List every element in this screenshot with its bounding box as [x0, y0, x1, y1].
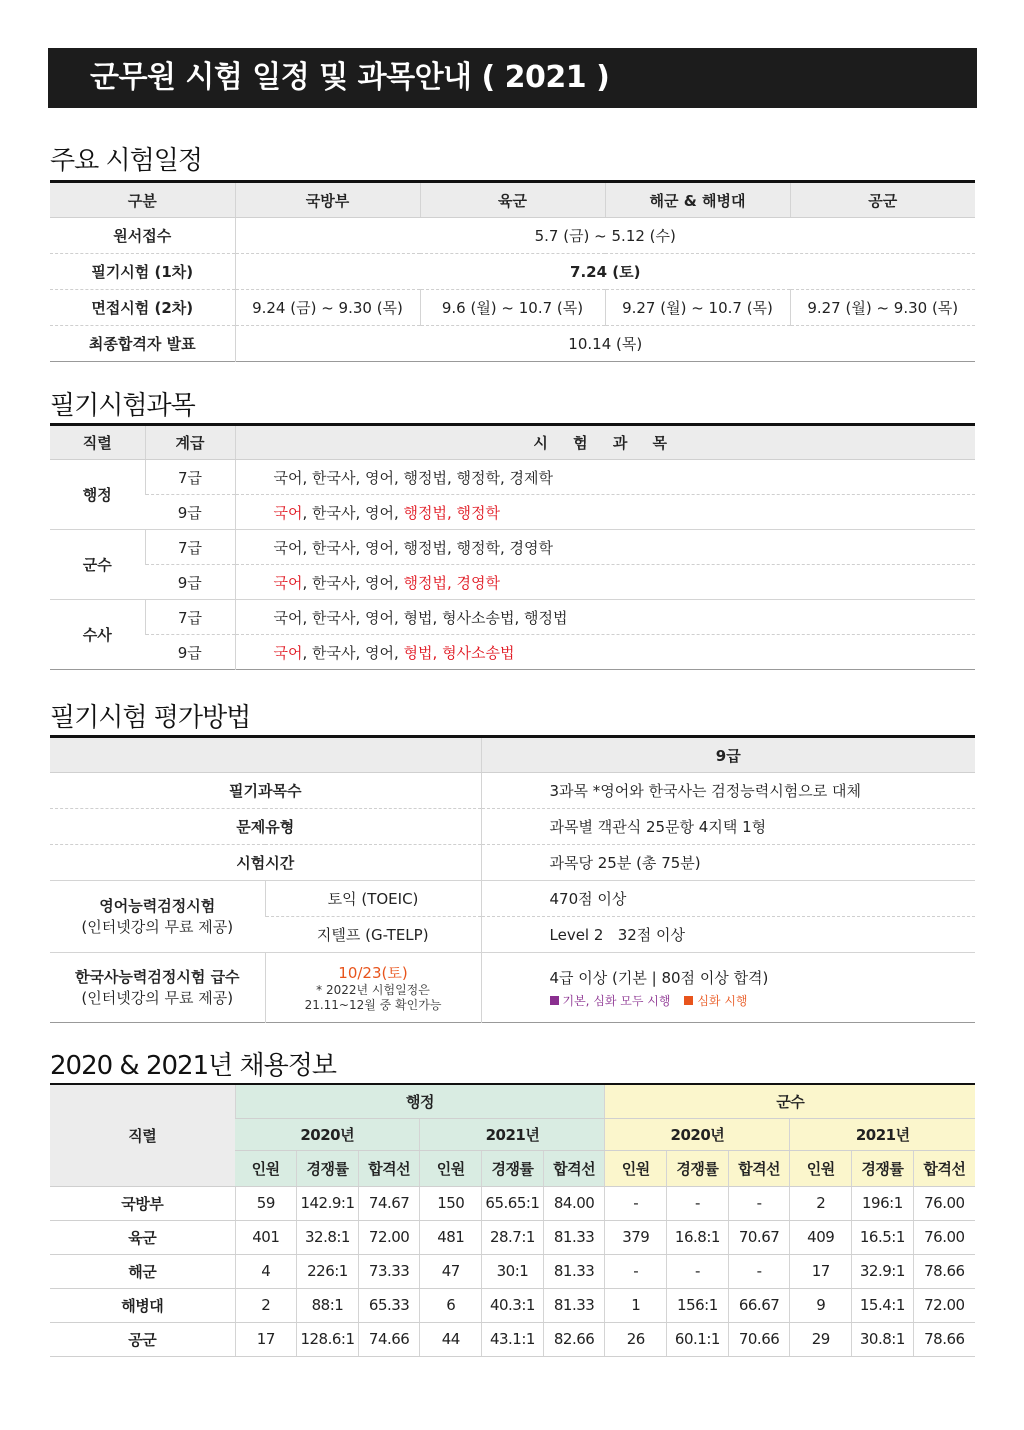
- table-cell: 82.66: [543, 1322, 605, 1356]
- square-icon: [550, 996, 559, 1005]
- table-cell: 1: [605, 1288, 667, 1322]
- track-name: 군수: [50, 530, 145, 600]
- eval-label: 필기과목수: [50, 773, 481, 809]
- table-cell: 142.9:1: [297, 1186, 359, 1220]
- table-cell: 481: [420, 1220, 482, 1254]
- column-header: 합격선: [358, 1150, 420, 1186]
- table-cell: 32.9:1: [852, 1254, 914, 1288]
- year-header: 2020년: [235, 1118, 420, 1150]
- schedule-value: 9.24 (금) ~ 9.30 (목): [235, 290, 420, 326]
- history-date: 10/23(토): [338, 964, 408, 982]
- table-cell: -: [728, 1186, 790, 1220]
- column-header: 인원: [235, 1150, 297, 1186]
- eval-label: 시험시간: [50, 845, 481, 881]
- table-cell: 2: [790, 1186, 852, 1220]
- table-row: [50, 1186, 975, 1220]
- table-cell: 76.00: [913, 1220, 975, 1254]
- table-cell: 4: [235, 1254, 297, 1288]
- table-cell: 73.33: [358, 1254, 420, 1288]
- table-row: [50, 1288, 975, 1322]
- branch-name: 육군: [50, 1220, 235, 1254]
- table-cell: 66.67: [728, 1288, 790, 1322]
- subject-list: 국어, 한국사, 영어, 행정법, 행정학, 경영학: [235, 530, 975, 565]
- recruit-heading: 2020 & 2021년 채용정보: [50, 1051, 336, 1081]
- table-cell: 156:1: [667, 1288, 729, 1322]
- table-row: [50, 1254, 975, 1288]
- eval-value: 3과목 *영어와 한국사는 검정능력시험으로 대체: [481, 773, 975, 809]
- evaluation-header: 9급: [481, 737, 975, 773]
- table-cell: 16.8:1: [667, 1220, 729, 1254]
- table-cell: 44: [420, 1322, 482, 1356]
- grade: 7급: [145, 600, 235, 635]
- english-test-label: 영어능력검정시험 (인터넷강의 무료 제공): [50, 881, 265, 953]
- branch-name: 국방부: [50, 1186, 235, 1220]
- schedule-header: 공군: [790, 182, 975, 218]
- evaluation-header-blank: [50, 737, 481, 773]
- column-header: 합격선: [913, 1150, 975, 1186]
- table-cell: 28.7:1: [482, 1220, 544, 1254]
- table-cell: 65.65:1: [482, 1186, 544, 1220]
- schedule-header: 육군: [420, 182, 605, 218]
- legend-both: 기본, 심화 모두 시행: [562, 993, 671, 1008]
- legend: [550, 992, 976, 1009]
- history-note: 21.11~12월 중 확인가능: [304, 998, 442, 1012]
- toeic-name: 토익 (TOEIC): [265, 881, 481, 917]
- table-cell: 29: [790, 1322, 852, 1356]
- column-header: 합격선: [728, 1150, 790, 1186]
- table-cell: 40.3:1: [482, 1288, 544, 1322]
- schedule-row-label: 최종합격자 발표: [88, 335, 196, 353]
- grade: 9급: [177, 643, 202, 662]
- subject-list: 국어, 한국사, 영어, 행정법, 행정학: [235, 495, 975, 530]
- table-cell: 81.33: [543, 1254, 605, 1288]
- year-header: 2021년: [420, 1118, 605, 1150]
- table-cell: -: [605, 1254, 667, 1288]
- table-row: [50, 1322, 975, 1356]
- table-cell: 70.66: [728, 1322, 790, 1356]
- table-cell: -: [728, 1254, 790, 1288]
- table-cell: 128.6:1: [297, 1322, 359, 1356]
- column-header: 경쟁률: [667, 1150, 729, 1186]
- schedule-row-label: 원서접수: [50, 218, 235, 254]
- column-header: 인원: [605, 1150, 667, 1186]
- table-cell: 6: [420, 1288, 482, 1322]
- column-header: 합격선: [543, 1150, 605, 1186]
- track-name: 수사: [82, 626, 112, 644]
- grade: 7급: [145, 460, 235, 495]
- table-cell: 65.33: [358, 1288, 420, 1322]
- subject-list: 국어, 한국사, 영어, 형법, 형사소송법: [235, 635, 975, 670]
- history-date-cell: [265, 953, 481, 1023]
- table-cell: 74.66: [358, 1322, 420, 1356]
- schedule-value: 9.6 (월) ~ 10.7 (목): [420, 290, 605, 326]
- eval-value: 과목별 객관식 25문항 4지택 1형: [481, 809, 975, 845]
- table-cell: 409: [790, 1220, 852, 1254]
- eval-label: 문제유형: [50, 809, 481, 845]
- history-test-label: 한국사능력검정시험 급수 (인터넷강의 무료 제공): [74, 967, 240, 1007]
- table-cell: 32.8:1: [297, 1220, 359, 1254]
- table-cell: 81.33: [543, 1288, 605, 1322]
- table-cell: 59: [235, 1186, 297, 1220]
- table-cell: 17: [235, 1322, 297, 1356]
- branch-name: 해병대: [50, 1288, 235, 1322]
- schedule-header: 해군 & 해병대: [605, 182, 790, 218]
- eval-value: 과목당 25분 (총 75분): [481, 845, 975, 881]
- table-cell: 226:1: [297, 1254, 359, 1288]
- gtelp-name: 지텔프 (G-TELP): [265, 917, 481, 953]
- schedule-header: 국방부: [235, 182, 420, 218]
- table-cell: 76.00: [913, 1186, 975, 1220]
- column-header: 경쟁률: [852, 1150, 914, 1186]
- history-value: 4급 이상 (기본 | 80점 이상 합격): [549, 968, 769, 987]
- table-cell: -: [667, 1186, 729, 1220]
- page-title: 군무원 시험 일정 및 과목안내 ( 2021 ): [48, 48, 977, 108]
- subjects-header: 직렬: [50, 425, 145, 460]
- group-header-logistics: 군수: [605, 1084, 975, 1118]
- subject-list: 국어, 한국사, 영어, 행정법, 경영학: [235, 565, 975, 600]
- group-header-admin: 행정: [235, 1084, 605, 1118]
- schedule-value: 5.7 (금) ~ 5.12 (수): [235, 218, 975, 254]
- table-cell: 379: [605, 1220, 667, 1254]
- table-cell: 15.4:1: [852, 1288, 914, 1322]
- subject-list: 국어, 한국사, 영어, 형법, 형사소송법, 행정법: [235, 600, 975, 635]
- table-cell: 26: [605, 1322, 667, 1356]
- table-cell: 60.1:1: [667, 1322, 729, 1356]
- track-name: 행정: [50, 460, 145, 530]
- table-cell: 30.8:1: [852, 1322, 914, 1356]
- table-cell: 150: [420, 1186, 482, 1220]
- table-cell: 72.00: [358, 1220, 420, 1254]
- history-value-cell: [481, 953, 975, 1023]
- table-cell: 47: [420, 1254, 482, 1288]
- table-cell: 30:1: [482, 1254, 544, 1288]
- evaluation-heading: 필기시험 평가방법: [50, 703, 251, 733]
- column-header: 경쟁률: [297, 1150, 359, 1186]
- schedule-value: 7.24 (토): [235, 254, 975, 290]
- subject-list: 국어, 한국사, 영어, 행정법, 행정학, 경제학: [235, 460, 975, 495]
- table-cell: 72.00: [913, 1288, 975, 1322]
- subjects-header: 계급: [145, 425, 235, 460]
- schedule-header: 구분: [50, 182, 235, 218]
- column-header: 경쟁률: [482, 1150, 544, 1186]
- subjects-heading: 필기시험과목: [50, 391, 195, 421]
- year-header: 2020년: [605, 1118, 790, 1150]
- table-cell: -: [605, 1186, 667, 1220]
- table-cell: 196:1: [852, 1186, 914, 1220]
- table-cell: 81.33: [543, 1220, 605, 1254]
- table-cell: 78.66: [913, 1254, 975, 1288]
- recruit-table: [50, 1083, 975, 1357]
- table-cell: 2: [235, 1288, 297, 1322]
- table-cell: 84.00: [543, 1186, 605, 1220]
- branch-name: 공군: [50, 1322, 235, 1356]
- table-cell: -: [667, 1254, 729, 1288]
- subjects-table: [50, 423, 975, 670]
- schedule-heading: 주요 시험일정: [50, 146, 202, 176]
- schedule-table: [50, 180, 975, 362]
- table-cell: 16.5:1: [852, 1220, 914, 1254]
- table-row: [50, 1220, 975, 1254]
- legend-advanced: 심화 시행: [697, 993, 748, 1008]
- gtelp-value: Level 2 32점 이상: [481, 917, 975, 953]
- year-header: 2021년: [790, 1118, 975, 1150]
- schedule-value: 10.14 (목): [235, 326, 975, 362]
- column-header: 인원: [420, 1150, 482, 1186]
- column-header: 인원: [790, 1150, 852, 1186]
- subjects-header: 시 험 과 목: [235, 425, 975, 460]
- grade: 9급: [145, 495, 235, 530]
- table-cell: 17: [790, 1254, 852, 1288]
- schedule-value: 9.27 (월) ~ 9.30 (목): [790, 290, 975, 326]
- grade: 7급: [145, 530, 235, 565]
- recruit-row-header: 직렬: [50, 1084, 235, 1186]
- square-icon: [684, 996, 693, 1005]
- schedule-row-label: 필기시험 (1차): [50, 254, 235, 290]
- grade: 9급: [145, 565, 235, 600]
- toeic-value: 470점 이상: [481, 881, 975, 917]
- history-note: * 2022년 시험일정은: [316, 983, 430, 997]
- branch-name: 해군: [50, 1254, 235, 1288]
- schedule-row-label: 면접시험 (2차): [50, 290, 235, 326]
- table-cell: 9: [790, 1288, 852, 1322]
- table-cell: 74.67: [358, 1186, 420, 1220]
- table-cell: 70.67: [728, 1220, 790, 1254]
- table-cell: 43.1:1: [482, 1322, 544, 1356]
- schedule-value: 9.27 (월) ~ 10.7 (목): [605, 290, 790, 326]
- table-cell: 401: [235, 1220, 297, 1254]
- table-cell: 78.66: [913, 1322, 975, 1356]
- table-cell: 88:1: [297, 1288, 359, 1322]
- evaluation-table: [50, 735, 975, 1023]
